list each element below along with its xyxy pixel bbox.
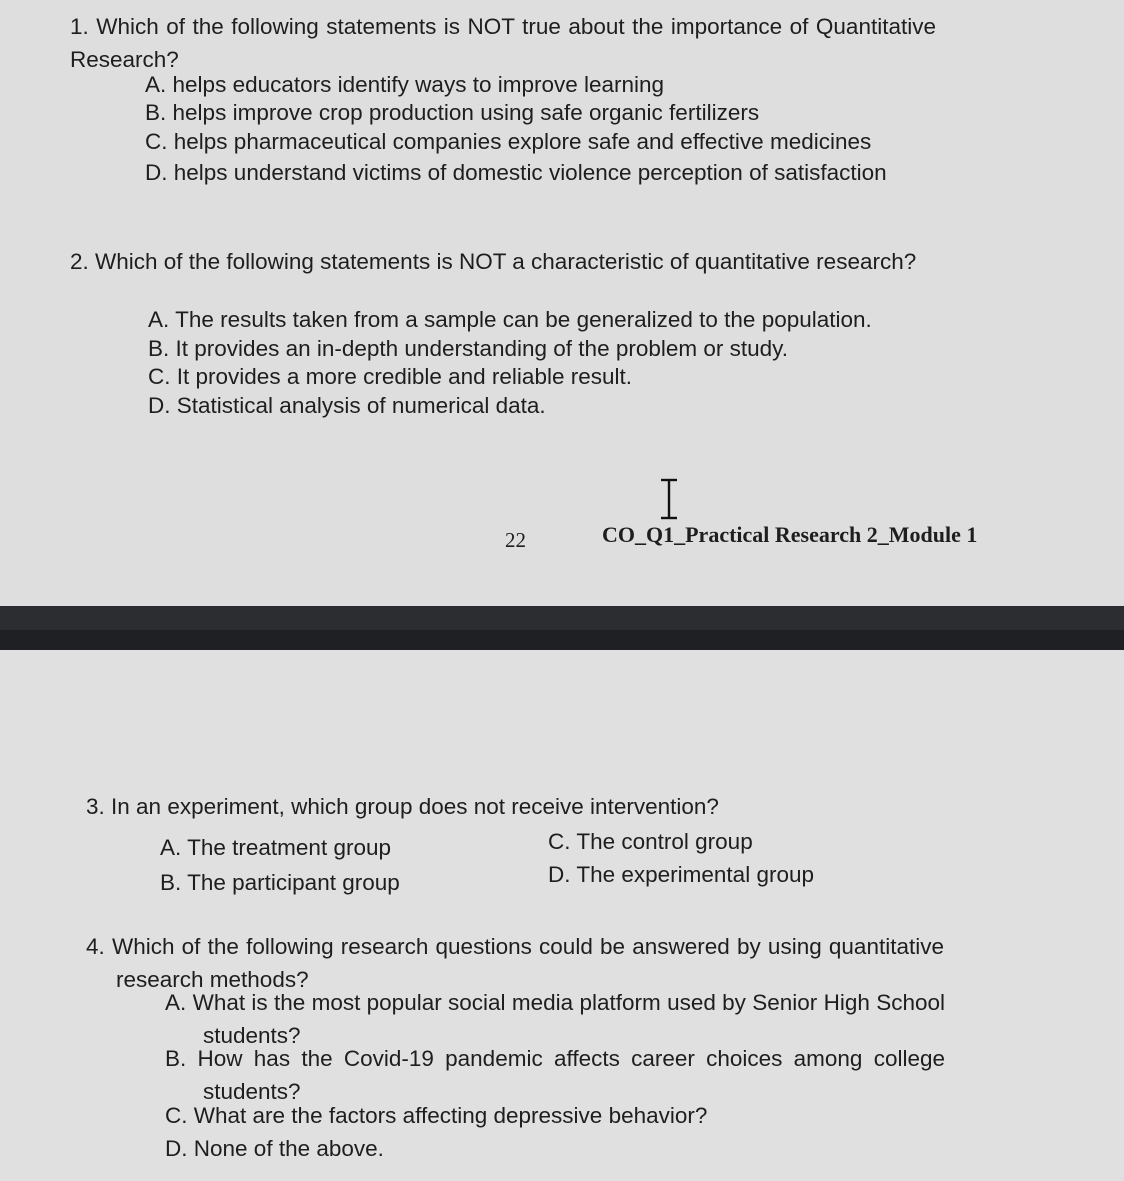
question-1 (70, 10, 936, 76)
option-letter: A. (165, 990, 187, 1015)
option-letter: C. (148, 364, 171, 389)
option-letter: D. (548, 862, 571, 887)
question-1-number: 1. (70, 14, 89, 39)
option-letter: B. (165, 1046, 187, 1071)
option-text: What are the factors affecting depressive behavior? (193, 1103, 708, 1128)
i-beam-cursor-icon (658, 478, 680, 520)
question-3-option-d (548, 860, 908, 890)
option-letter: B. (160, 870, 182, 895)
question-1-option-a (145, 70, 945, 100)
question-2-option-a (148, 305, 948, 335)
question-1-option-b (145, 98, 945, 128)
option-letter: D. (148, 393, 171, 418)
question-1-option-d (145, 158, 935, 188)
question-4-number: 4. (86, 934, 105, 959)
question-3-stem: In an experiment, which group does not receive intervention? (111, 794, 719, 819)
question-2-number: 2. (70, 249, 89, 274)
question-3-option-a (160, 833, 520, 863)
option-letter: A. (145, 72, 167, 97)
option-letter: C. (165, 1103, 188, 1128)
option-text: Statistical analysis of numerical data. (176, 393, 546, 418)
question-2-stem: Which of the following statements is NOT a characteristic of quantitative research? (95, 249, 917, 274)
question-4-option-b (165, 1042, 945, 1108)
question-2-option-c (148, 362, 948, 392)
option-letter: A. (160, 835, 182, 860)
option-letter: D. (145, 160, 168, 185)
page-divider-shadow (0, 630, 1124, 650)
question-3-option-b (160, 868, 520, 898)
question-3-option-c (548, 827, 908, 857)
option-text: helps improve crop production using safe organic fertilizers (172, 100, 760, 125)
option-text: The control group (576, 829, 753, 854)
option-text: How has the Covid-19 pandemic affects career choices among college students? (197, 1046, 945, 1104)
option-letter: A. (148, 307, 170, 332)
question-1-option-c (145, 127, 945, 157)
option-text: The results taken from a sample can be generalized to the population. (175, 307, 872, 332)
option-text: The treatment group (187, 835, 391, 860)
option-text: It provides an in-depth understanding of the problem or study. (175, 336, 788, 361)
page-number: 22 (505, 528, 526, 552)
module-title: CO_Q1_Practical Research 2_Module 1 (602, 522, 978, 547)
lower-page (0, 650, 1124, 1181)
option-text: None of the above. (193, 1136, 384, 1161)
option-letter: B. (145, 100, 167, 125)
option-text: The experimental group (576, 862, 814, 887)
option-text: helps understand victims of domestic violence perception of satisfaction (173, 160, 887, 185)
option-text: The participant group (187, 870, 400, 895)
question-2 (70, 245, 936, 278)
question-4-option-d (165, 1134, 945, 1164)
question-4-stem: Which of the following research questions could be answered by using quantitative research methods? (111, 934, 944, 992)
option-text: It provides a more credible and reliable result. (176, 364, 632, 389)
question-2-option-b (148, 334, 948, 364)
question-3 (86, 790, 946, 823)
option-text: What is the most popular social media platform used by Senior High School students? (192, 990, 945, 1048)
option-letter: D. (165, 1136, 188, 1161)
option-letter: C. (548, 829, 571, 854)
option-letter: C. (145, 129, 168, 154)
question-4-option-c (165, 1101, 945, 1131)
question-3-number: 3. (86, 794, 105, 819)
option-text: helps pharmaceutical companies explore safe and effective medicines (173, 129, 872, 154)
option-text: helps educators identify ways to improve learning (172, 72, 665, 97)
question-2-option-d (148, 391, 948, 421)
question-1-stem: Which of the following statements is NOT true about the importance of Quantitative Research? (70, 14, 936, 72)
option-letter: B. (148, 336, 170, 361)
